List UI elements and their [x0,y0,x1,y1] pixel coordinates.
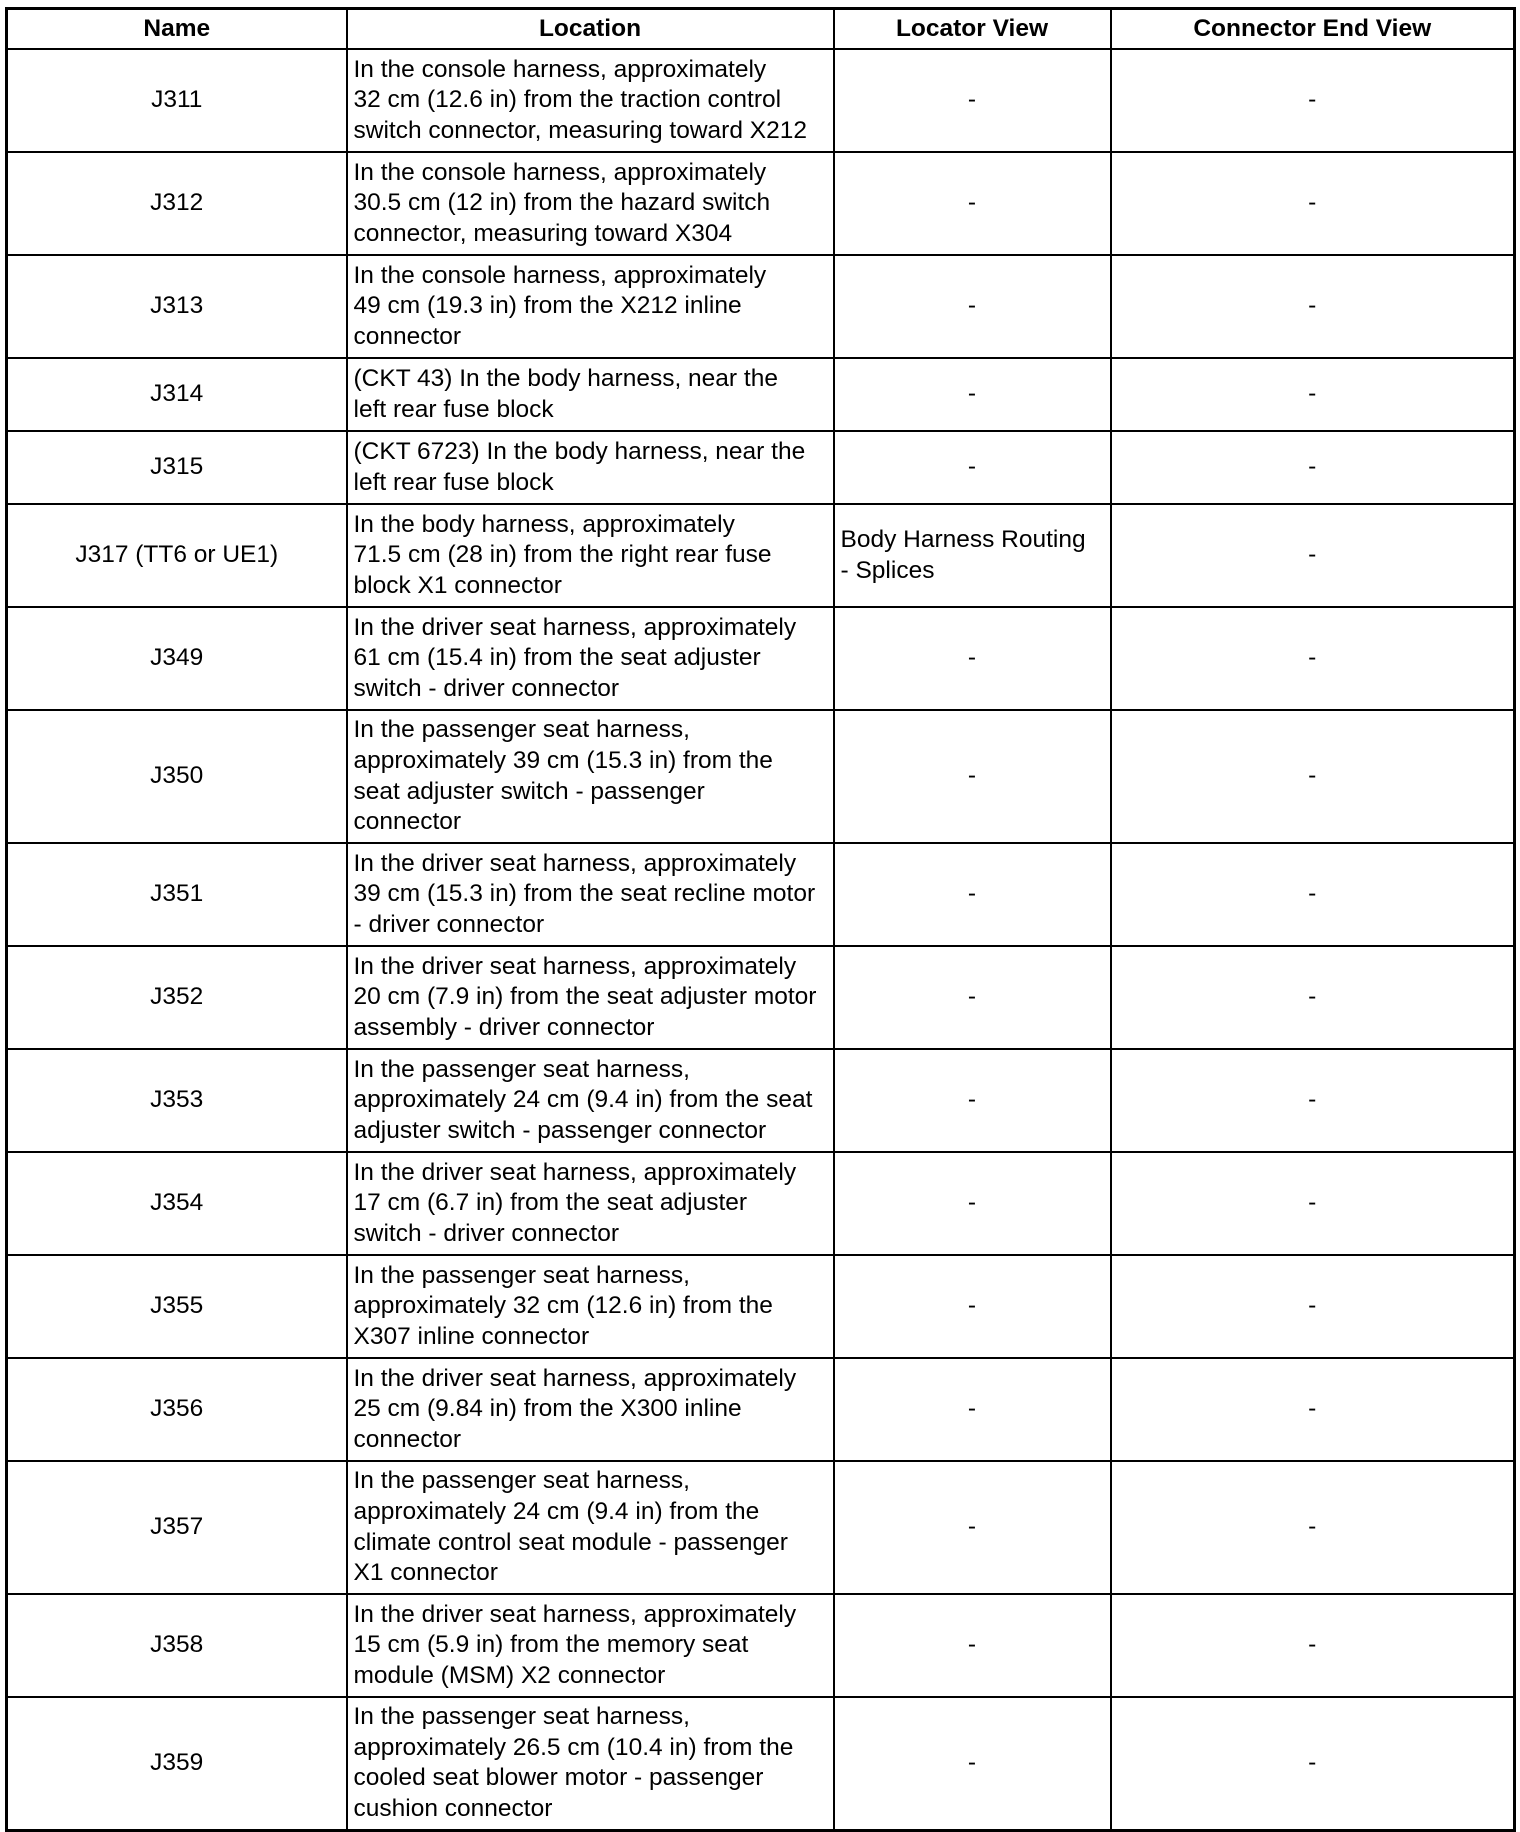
splice-name-cell: J314 [7,358,347,431]
location-line: connector, measuring toward X304 [353,219,733,247]
location-cell [347,255,834,358]
table-row [7,710,1515,843]
location-line: In the console harness, approximately [353,261,767,289]
table-row [7,607,1515,710]
connector-end-view-cell: - [1111,1255,1515,1358]
table-row [7,49,1515,152]
location-line: 17 cm (6.7 in) from the seat adjuster [353,1189,748,1217]
location-line: In the passenger seat harness, [353,1261,690,1289]
locator-view-cell [834,152,1111,255]
connector-end-view-cell: - [1111,1358,1515,1461]
header-name: Name [7,9,347,50]
table-row [7,1594,1515,1697]
location-line: 61 cm (15.4 in) from the seat adjuster [353,644,761,672]
location-line: In the passenger seat harness, [353,1703,690,1730]
locator-view-line: - [967,762,977,790]
location-cell [347,358,834,431]
locator-view-line: - [967,189,977,217]
table-row [7,504,1515,607]
connector-end-view-cell: - [1111,946,1515,1049]
table-row [7,1152,1515,1255]
location-cell [347,49,834,152]
location-cell [347,1152,834,1255]
location-line: assembly - driver connector [353,1013,655,1041]
locator-view-cell [834,1697,1111,1830]
header-connector-end-view: Connector End View [1111,9,1515,50]
location-line: X1 connector [353,1559,498,1587]
table-row [7,1697,1515,1830]
location-cell [347,843,834,946]
location-cell [347,1594,834,1697]
table-row [7,1049,1515,1152]
location-line: - driver connector [353,910,545,938]
connector-end-view-cell: - [1111,1594,1515,1697]
location-line: 32 cm (12.6 in) from the traction control [353,86,782,114]
location-line: approximately 26.5 cm (10.4 in) from the [353,1733,794,1761]
locator-view-line: - Splices [840,556,935,584]
locator-view-cell [834,946,1111,1049]
splice-table [5,7,1516,1832]
connector-end-view-cell: - [1111,1049,1515,1152]
location-line: In the driver seat harness, approximately [353,613,797,641]
table-row [7,843,1515,946]
location-line: 20 cm (7.9 in) from the seat adjuster motor [353,983,817,1011]
connector-end-view-cell: - [1111,710,1515,843]
location-line: approximately 24 cm (9.4 in) from the seat [353,1086,813,1114]
header-row [7,9,1515,50]
table-row [7,152,1515,255]
location-cell [347,710,834,843]
locator-view-cell [834,504,1111,607]
table-row [7,431,1515,504]
location-line: left rear fuse block [353,395,554,423]
locator-view-line: - [967,1748,977,1776]
location-line: In the driver seat harness, approximately [353,952,797,980]
location-line: 71.5 cm (28 in) from the right rear fuse [353,541,772,569]
splice-name-cell: J358 [7,1594,347,1697]
splice-name-cell: J311 [7,49,347,152]
locator-view-cell [834,710,1111,843]
connector-end-view-cell: - [1111,49,1515,152]
splice-name-cell: J359 [7,1697,347,1830]
locator-view-line: - [967,86,977,114]
locator-view-line: - [967,292,977,320]
locator-view-cell [834,1461,1111,1594]
location-line: In the console harness, approximately [353,55,767,83]
location-line: seat adjuster switch - passenger [353,777,705,805]
splice-name-cell: J317 (TT6 or UE1) [7,504,347,607]
locator-view-cell [834,1049,1111,1152]
location-line: In the driver seat harness, approximately [353,1158,797,1186]
locator-view-cell [834,255,1111,358]
location-line: In the passenger seat harness, [353,1055,690,1083]
locator-view-line: - [967,453,977,481]
location-line: In the body harness, approximately [353,510,735,538]
location-line: X307 inline connector [353,1322,590,1350]
location-line: switch - driver connector [353,1219,620,1247]
table-row [7,1358,1515,1461]
splice-name-cell: J313 [7,255,347,358]
location-line: In the driver seat harness, approximately [353,849,797,877]
location-line: adjuster switch - passenger connector [353,1116,767,1144]
location-line: 39 cm (15.3 in) from the seat recline motor [353,880,816,908]
location-line: cooled seat blower motor - passenger [353,1764,764,1792]
header-location: Location [347,9,834,50]
location-line: 30.5 cm (12 in) from the hazard switch [353,189,771,217]
location-cell [347,152,834,255]
locator-view-line: Body Harness Routing [840,525,1086,553]
table-row [7,946,1515,1049]
locator-view-cell [834,843,1111,946]
location-cell [347,431,834,504]
location-line: switch - driver connector [353,674,620,702]
locator-view-cell [834,1255,1111,1358]
locator-view-line: - [967,1513,977,1541]
locator-view-cell [834,1152,1111,1255]
connector-end-view-cell: - [1111,843,1515,946]
splice-name-cell: J354 [7,1152,347,1255]
connector-end-view-cell: - [1111,152,1515,255]
location-cell [347,1049,834,1152]
location-cell [347,1358,834,1461]
location-line: (CKT 6723) In the body harness, near the [353,437,806,465]
locator-view-line: - [967,644,977,672]
location-line: cushion connector [353,1794,553,1822]
connector-end-view-cell: - [1111,1152,1515,1255]
location-line: (CKT 43) In the body harness, near the [353,364,778,392]
location-line: 49 cm (19.3 in) from the X212 inline [353,292,742,320]
splice-name-cell: J357 [7,1461,347,1594]
splice-name-cell: J351 [7,843,347,946]
splice-name-cell: J352 [7,946,347,1049]
location-line: connector [353,322,462,350]
locator-view-line: - [967,983,977,1011]
location-line: connector [353,808,462,836]
location-line: approximately 32 cm (12.6 in) from the [353,1292,773,1320]
location-cell [347,504,834,607]
location-line: module (MSM) X2 connector [353,1661,666,1689]
location-line: 15 cm (5.9 in) from the memory seat [353,1631,749,1659]
splice-name-cell: J353 [7,1049,347,1152]
location-cell [347,1697,834,1830]
location-line: switch connector, measuring toward X212 [353,116,807,144]
location-line: In the driver seat harness, approximately [353,1600,797,1628]
header-locator-view: Locator View [834,9,1111,50]
locator-view-cell [834,49,1111,152]
splice-name-cell: J315 [7,431,347,504]
location-line: climate control seat module - passenger [353,1528,788,1556]
splice-name-cell: J355 [7,1255,347,1358]
connector-end-view-cell: - [1111,1697,1515,1830]
locator-view-cell [834,607,1111,710]
locator-view-line: - [967,1189,977,1217]
connector-end-view-cell: - [1111,1461,1515,1594]
location-line: block X1 connector [353,571,562,599]
locator-view-line: - [967,880,977,908]
location-line: left rear fuse block [353,468,554,496]
location-line: connector [353,1425,462,1453]
locator-view-cell [834,431,1111,504]
table-row [7,1255,1515,1358]
location-line: In the console harness, approximately [353,158,767,186]
location-cell [347,946,834,1049]
connector-end-view-cell: - [1111,431,1515,504]
table-row [7,358,1515,431]
document-page [5,7,1513,1832]
table-row [7,255,1515,358]
location-cell [347,607,834,710]
locator-view-line: - [967,1292,977,1320]
locator-view-line: - [967,1086,977,1114]
connector-end-view-cell: - [1111,358,1515,431]
splice-name-cell: J349 [7,607,347,710]
locator-view-line: - [967,1631,977,1659]
location-line: In the passenger seat harness, [353,1467,690,1495]
locator-view-cell [834,1594,1111,1697]
splice-name-cell: J312 [7,152,347,255]
location-line: approximately 39 cm (15.3 in) from the [353,746,773,774]
locator-view-line: - [967,380,977,408]
table-row [7,1461,1515,1594]
locator-view-line: - [967,1395,977,1423]
location-cell [347,1255,834,1358]
location-line: approximately 24 cm (9.4 in) from the [353,1497,760,1525]
location-line: 25 cm (9.84 in) from the X300 inline [353,1395,742,1423]
location-line: In the driver seat harness, approximately [353,1364,797,1392]
connector-end-view-cell: - [1111,255,1515,358]
splice-name-cell: J356 [7,1358,347,1461]
location-cell [347,1461,834,1594]
connector-end-view-cell: - [1111,607,1515,710]
locator-view-cell [834,1358,1111,1461]
connector-end-view-cell: - [1111,504,1515,607]
location-line: In the passenger seat harness, [353,716,690,744]
table-body [7,49,1515,1830]
locator-view-cell [834,358,1111,431]
splice-name-cell: J350 [7,710,347,843]
